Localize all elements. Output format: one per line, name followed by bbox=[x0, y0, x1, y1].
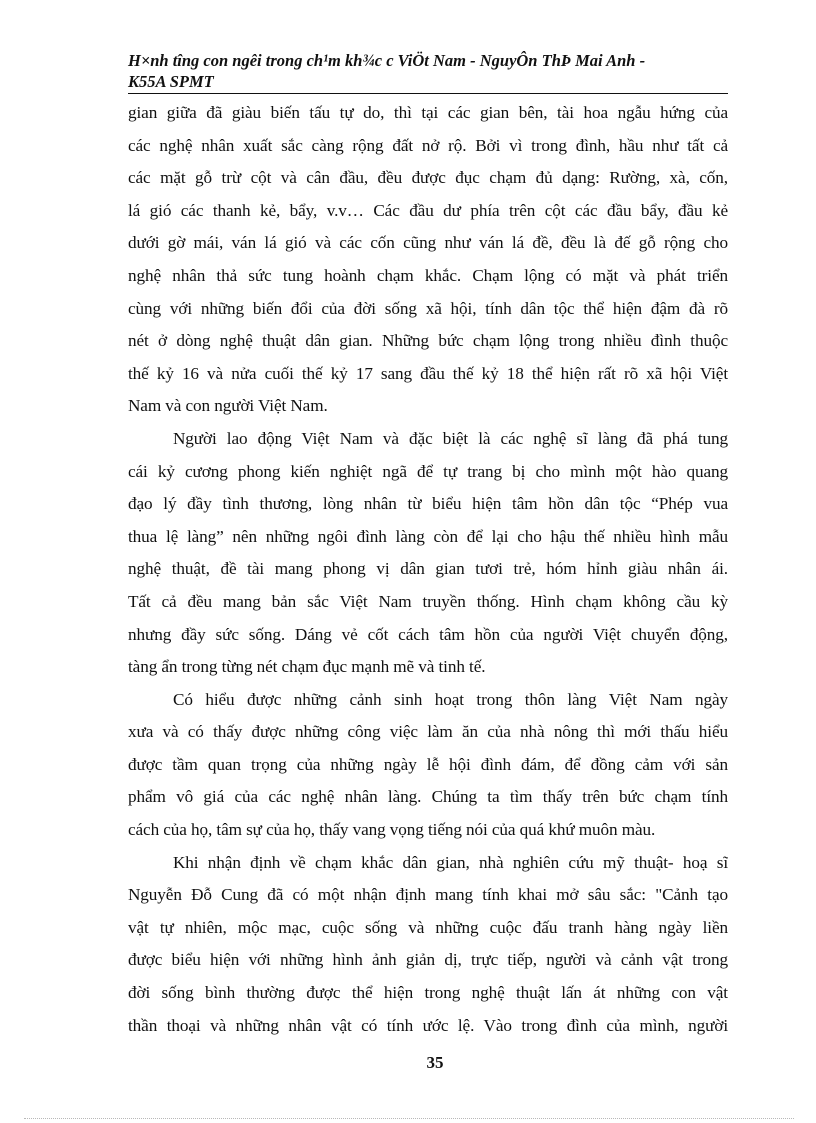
page-bottom-border bbox=[24, 1118, 794, 1119]
text-line: Nguyễn Đỗ Cung đã có một nhận định mang tính khai mở sâu sắc: "Cảnh tạo bbox=[128, 885, 728, 905]
text-line: được biểu hiện với những hình ảnh giản dị, trực tiếp, người và cảnh vật trong bbox=[128, 950, 728, 970]
text-line: Có hiểu được những cảnh sinh hoạt trong thôn làng Việt Nam ngày bbox=[173, 689, 728, 709]
text-line: cách của họ, tâm sự của họ, thấy vang vọng tiếng nói của quá khứ muôn màu. bbox=[128, 820, 656, 840]
header-author-line: K55A SPMT bbox=[128, 72, 214, 91]
page-number: 35 bbox=[426, 1053, 444, 1072]
text-line: dưới gờ mái, ván lá gió và các cốn cũng như ván lá đề, đều là đế gỗ rộng cho bbox=[128, 233, 728, 253]
text-line: các mặt gỗ trừ cột và cân đầu, đều được đục chạm đủ dạng: Rường, xà, cốn, bbox=[128, 168, 728, 188]
text-line: nghệ nhân thả sức tung hoành chạm khắc. Chạm lộng có mặt và phát triển bbox=[128, 265, 728, 285]
text-line: được tầm quan trọng của những ngày lễ hội đình đám, để đồng cảm với sản bbox=[128, 754, 728, 774]
text-line: lá gió các thanh kẻ, bẩy, v.v… Các đầu dư phía trên cột các đầu bẩy, đầu kẻ bbox=[128, 200, 728, 220]
text-line: các nghệ nhân xuất sắc càng rộng đất nở rộ. Bởi vì trong đình, hầu như tất cả bbox=[128, 135, 728, 155]
text-line: nhưng đầy sức sống. Dáng vẻ cốt cách tâm hồn của người Việt chuyển động, bbox=[128, 624, 728, 644]
text-line: nét ở dòng nghệ thuật dân gian. Những bức chạm lộng trong nhiều đình thuộc bbox=[128, 331, 728, 351]
running-header bbox=[128, 50, 716, 92]
text-line: vật tự nhiên, mộc mạc, cuộc sống và những cuộc đấu tranh hàng ngày liền bbox=[128, 917, 728, 937]
text-line: thế kỷ 16 và nửa cuối thế kỷ 17 sang đầu thế kỷ 18 thể hiện rất rõ xã hội Việt bbox=[128, 363, 728, 383]
text-line: tàng ẩn trong từng nét chạm đục mạnh mẽ và tinh tế. bbox=[128, 657, 486, 677]
text-line: gian giữa đã giàu biến tấu tự do, thì tại các gian bên, tài hoa ngẫu hứng của bbox=[128, 103, 728, 122]
header-title-line: H×nh tîng con ngêi trong ch¹m kh¾c c ViÖt Nam - NguyÔn ThÞ Mai Anh - bbox=[128, 51, 646, 70]
text-line: đời sống bình thường được thể hiện trong nghệ thuật lấn át những con vật bbox=[128, 983, 728, 1003]
text-line: Khi nhận định về chạm khắc dân gian, nhà nghiên cứu mỹ thuật- hoạ sĩ bbox=[173, 852, 728, 872]
text-line: cái kỷ cương phong kiến nghiệt ngã để tự trang bị cho mình một hào quang bbox=[128, 461, 728, 481]
text-line: thần thoại và những nhân vật có tính ước lệ. Vào trong đình của mình, người bbox=[128, 1015, 728, 1035]
text-line: thua lệ làng” nên những ngôi đình làng còn để lại cho hậu thế nhiều hình mẫu bbox=[128, 526, 728, 546]
body-text bbox=[128, 97, 728, 1042]
text-line: đạo lý đầy tình thương, lòng nhân từ biểu hiện tâm hồn dân tộc “Phép vua bbox=[128, 494, 728, 514]
text-line: Tất cả đều mang bản sắc Việt Nam truyền thống. Hình chạm không cầu kỳ bbox=[128, 591, 728, 611]
text-line: phẩm vô giá của các nghệ nhân làng. Chúng ta tìm thấy trên bức chạm tính bbox=[128, 787, 728, 807]
text-line: Người lao động Việt Nam và đặc biệt là các nghệ sĩ làng đã phá tung bbox=[173, 428, 728, 448]
text-line: Nam và con người Việt Nam. bbox=[128, 396, 328, 416]
text-line: xưa và có thấy được những công việc làm ăn của nhà nông thì mới thấu hiểu bbox=[128, 722, 728, 742]
header-divider bbox=[128, 93, 728, 94]
text-line: nghệ thuật, đề tài mang phong vị dân gian tươi trẻ, hóm hỉnh giàu nhân ái. bbox=[128, 559, 728, 579]
text-line: cùng với những biến đổi của đời sống xã hội, tính dân tộc thể hiện đậm đà rõ bbox=[128, 298, 728, 318]
